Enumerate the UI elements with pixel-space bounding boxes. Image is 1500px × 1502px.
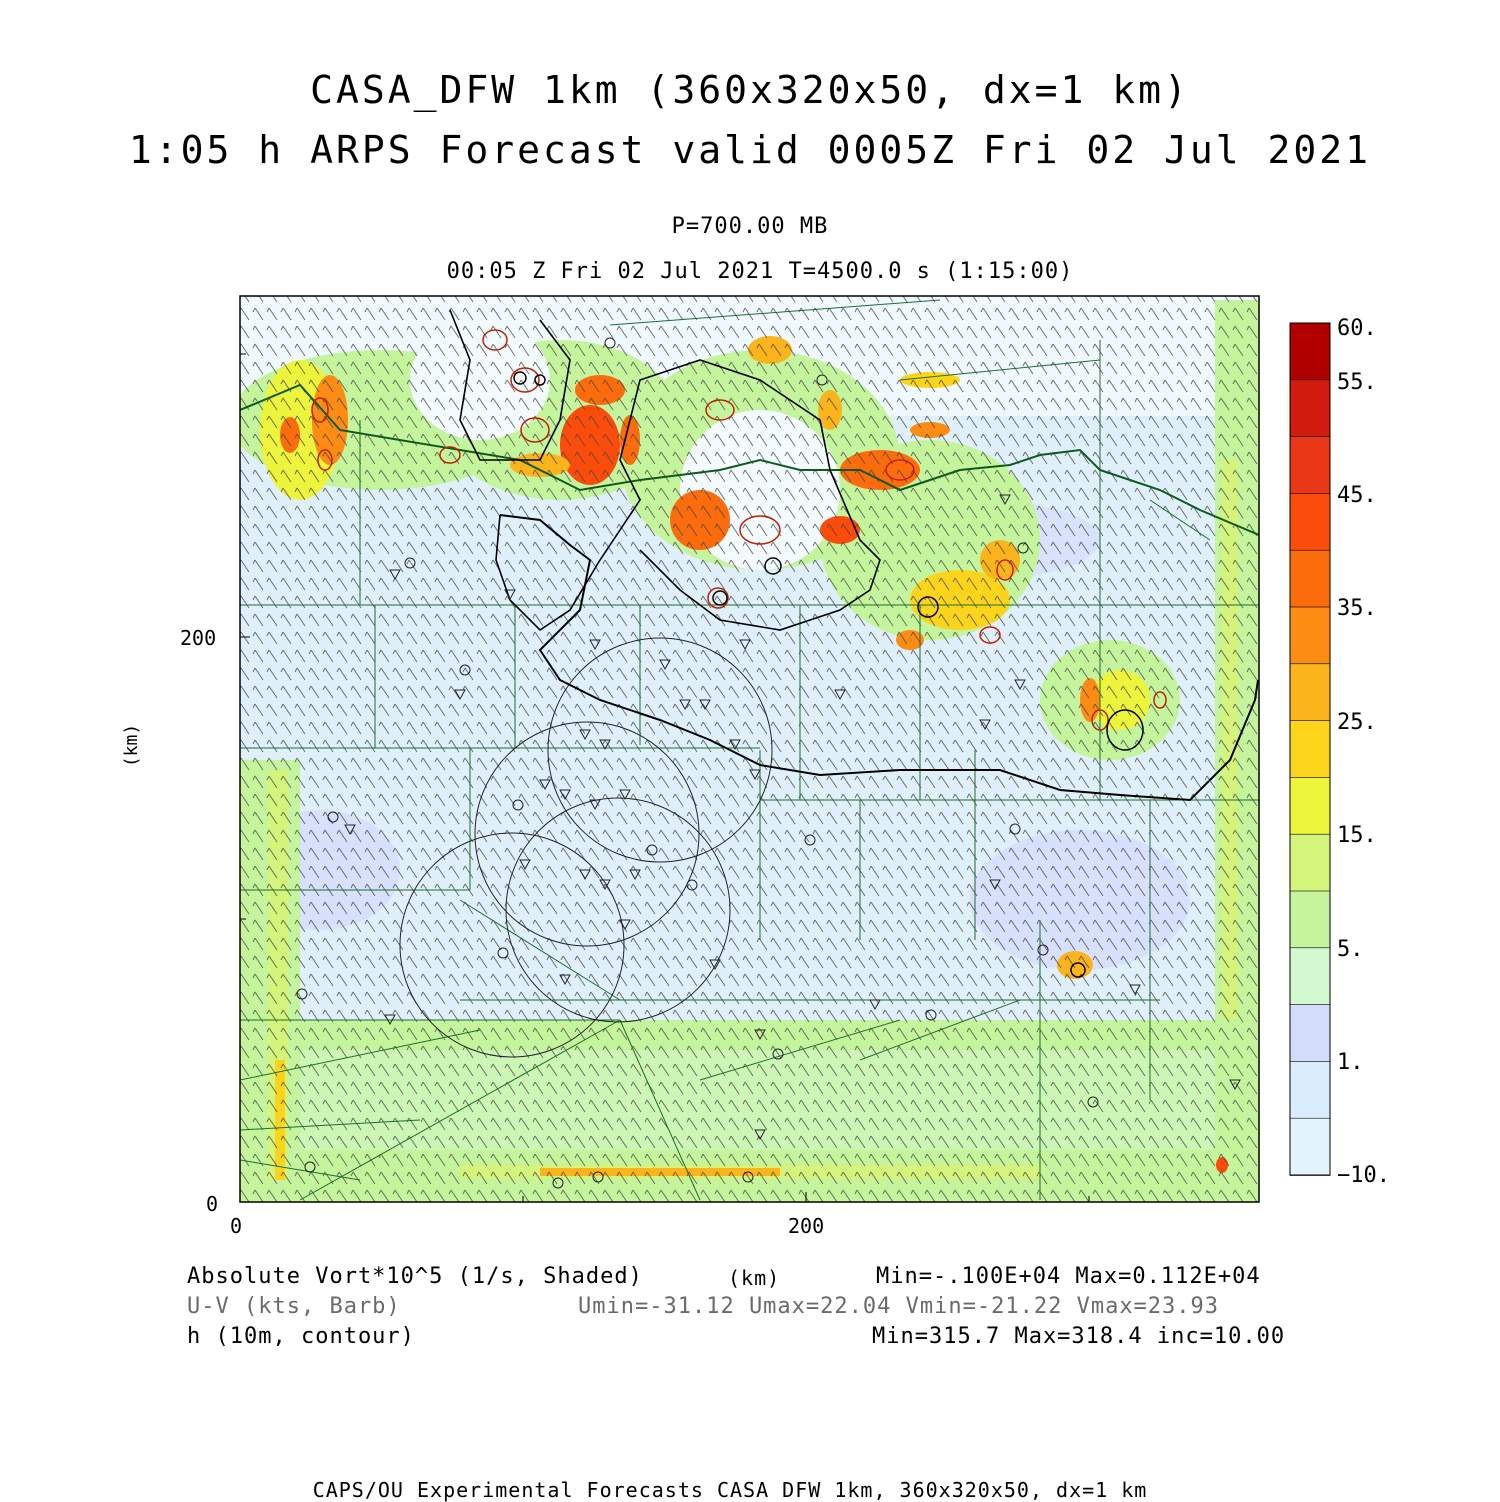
colorbar-segment xyxy=(1290,380,1330,437)
y-tick-200: 200 xyxy=(180,626,217,650)
colorbar-label-25: 25. xyxy=(1337,710,1377,735)
colorbar-label-1: 1. xyxy=(1337,1050,1364,1075)
y-axis-label: (km) xyxy=(121,723,143,768)
colorbar-segment xyxy=(1290,437,1330,494)
colorbar-segment xyxy=(1290,664,1330,721)
wind-barbs xyxy=(240,296,1259,1202)
valid-time: 00:05 Z Fri 02 Jul 2021 T=4500.0 s (1:15:00) xyxy=(446,259,1074,284)
x-tick-200: 200 xyxy=(788,1214,825,1238)
x-axis-label: (km) xyxy=(728,1266,781,1290)
legend-height-range: Min=315.7 Max=318.4 inc=10.00 xyxy=(872,1324,1286,1349)
colorbar-segment xyxy=(1290,607,1330,664)
colorbar-segment xyxy=(1290,1061,1330,1118)
map-field xyxy=(230,296,1259,1202)
legend-vorticity: Absolute Vort*10^5 (1/s, Shaded) xyxy=(187,1264,643,1289)
legend-vorticity-range: Min=-.100E+04 Max=0.112E+04 xyxy=(876,1264,1261,1289)
y-tick-0: 0 xyxy=(206,1192,219,1216)
colorbar-segment xyxy=(1290,948,1330,1005)
pressure-level: P=700.00 MB xyxy=(671,214,829,239)
colorbar xyxy=(1290,323,1330,1176)
colorbar-segment xyxy=(1290,493,1330,550)
title-line-1: CASA_DFW 1km (360x320x50, dx=1 km) xyxy=(310,68,1190,112)
colorbar-segment xyxy=(1290,777,1330,834)
x-tick-0: 0 xyxy=(230,1214,243,1238)
colorbar-label-5: 5. xyxy=(1337,937,1364,962)
legend-wind-range: Umin=-31.12 Umax=22.04 Vmin=-21.22 Vmax=23.93 xyxy=(578,1294,1220,1319)
colorbar-segment xyxy=(1290,323,1330,380)
colorbar-label-60: 60. xyxy=(1337,316,1377,341)
legend-wind: U-V (kts, Barb) xyxy=(187,1294,401,1319)
colorbar-segment xyxy=(1290,550,1330,607)
colorbar-segment xyxy=(1290,721,1330,778)
colorbar-label-minus10: −10. xyxy=(1337,1163,1390,1188)
footer-caption: CAPS/OU Experimental Forecasts CASA DFW 1km, 360x320x50, dx=1 km xyxy=(312,1478,1148,1502)
colorbar-segment xyxy=(1290,891,1330,948)
legend-height: h (10m, contour) xyxy=(187,1324,415,1349)
colorbar-label-35: 35. xyxy=(1337,596,1377,621)
colorbar-label-55: 55. xyxy=(1337,370,1377,395)
title-line-2: 1:05 h ARPS Forecast valid 0005Z Fri 02 Jul 2021 xyxy=(128,128,1372,172)
colorbar-label-15: 15. xyxy=(1337,823,1377,848)
colorbar-segment xyxy=(1290,1118,1330,1175)
colorbar-label-45: 45. xyxy=(1337,483,1377,508)
colorbar-segment xyxy=(1290,834,1330,891)
colorbar-segment xyxy=(1290,1005,1330,1062)
